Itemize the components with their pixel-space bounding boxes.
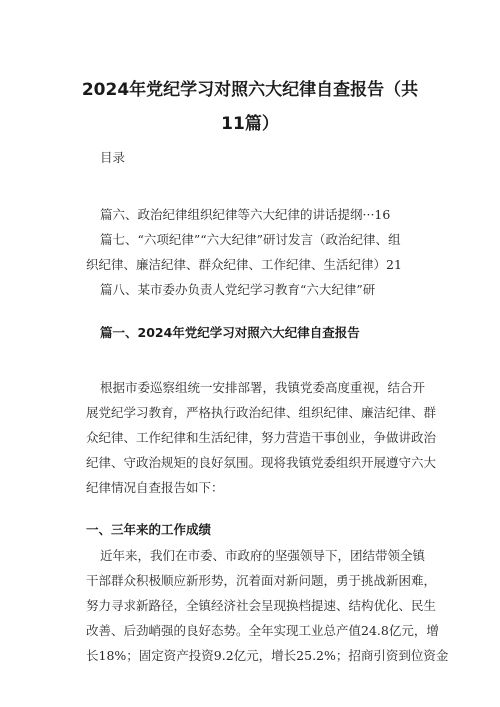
document-title-line-2: 11篇） (221, 114, 279, 134)
document-title-line-1: 2024年党纪学习对照六大纪律自查报告（共 (81, 80, 419, 100)
paragraph-line: 努力寻求新路径，全镇经济社会呈现换档提速、结构优化、民生 (86, 598, 437, 613)
paragraph-line: 长18%；固定资产投资9.2亿元，增长25.2%；招商引资到位资金 (86, 648, 449, 663)
toc-label: 目录 (100, 150, 126, 165)
toc-entry: 篇六、政治纪律组织纪律等六大纪律的讲话提纲···16 (100, 207, 391, 222)
paragraph-line: 众纪律、工作纪律和生活纪律，努力营造干事创业，争做讲政治 (86, 430, 437, 445)
section-heading: 篇一、2024年党纪学习对照六大纪律自查报告 (100, 325, 360, 340)
paragraph-line: 展党纪学习教育，严格执行政治纪律、组织纪律、廉洁纪律、群 (86, 405, 437, 420)
toc-entry: 篇八、某市委办负责人党纪学习教育“六大纪律”研 (100, 282, 376, 297)
paragraph-line: 纪律、守政治规矩的良好氛围。现将我镇党委组织开展遵守六大 (86, 455, 437, 470)
sub-heading: 一、三年来的工作成绩 (86, 522, 212, 537)
paragraph-line: 纪律情况自查报告如下： (86, 480, 224, 495)
paragraph-line: 改善、后劲峭强的良好态势。全年实现工业总产值24.8亿元，增 (86, 623, 439, 638)
toc-entry: 篇七、“六项纪律”“六大纪律”研讨发言（政治纪律、组 (100, 232, 401, 247)
paragraph-line: 干部群众积极顺应新形势，沉着面对新问题，勇于挑战新困难， (86, 573, 437, 588)
paragraph-line: 近年来，我们在市委、市政府的坚强领导下，团结带领全镇 (100, 548, 426, 563)
paragraph-line: 根据市委巡察组统一安排部署，我镇党委高度重视，结合开 (100, 380, 426, 395)
toc-entry: 织纪律、廉洁纪律、群众纪律、工作纪律、生活纪律）21 (86, 257, 402, 272)
